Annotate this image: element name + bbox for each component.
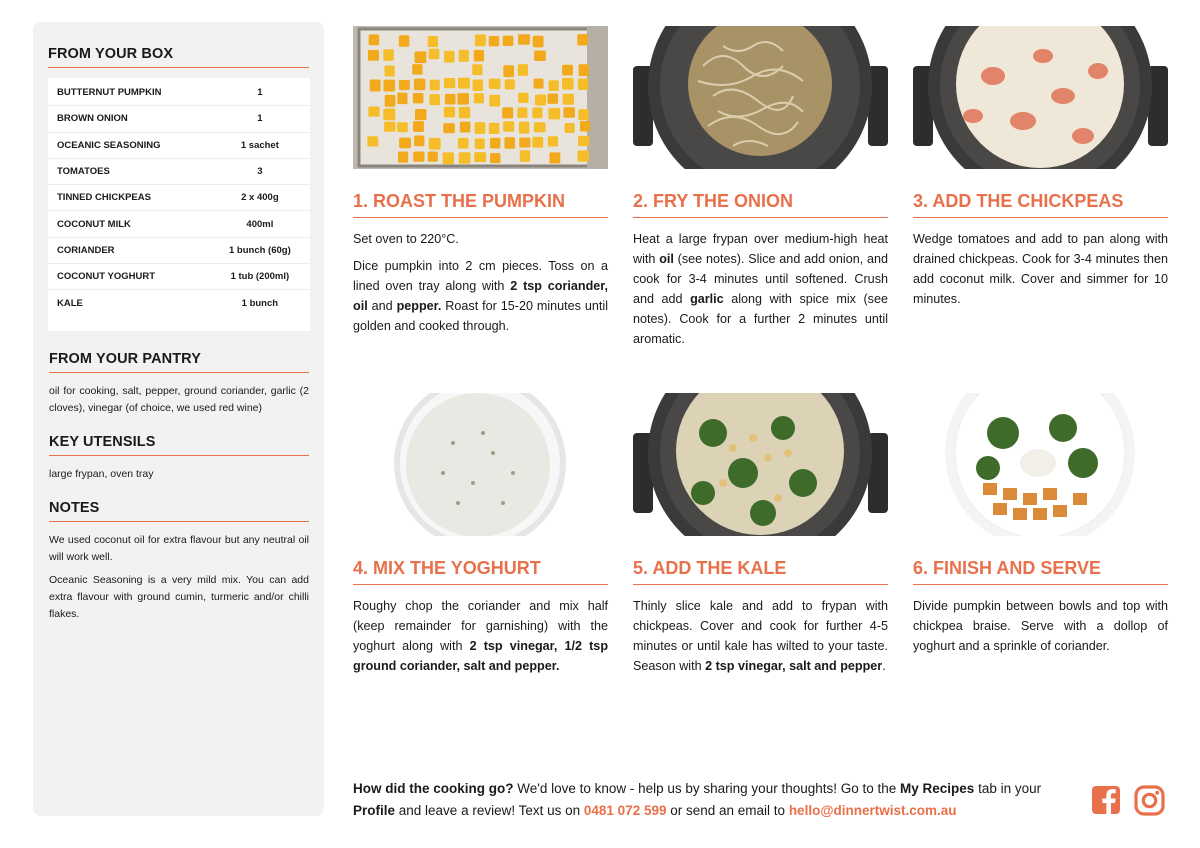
ingredient-row	[48, 159, 310, 185]
chickpea-coconut-photo	[913, 26, 1168, 169]
step-6-title: 6. FINISH AND SERVE	[913, 558, 1168, 585]
finished-dish-photo	[913, 393, 1168, 536]
instagram-icon[interactable]	[1134, 785, 1165, 821]
ingredient-row	[48, 264, 310, 290]
ingredient-name: CORIANDER	[57, 244, 115, 256]
ingredient-name: BUTTERNUT PUMPKIN	[57, 87, 162, 99]
email-link[interactable]: hello@dinnertwist.com.au	[788, 802, 957, 818]
step-3-title: 3. ADD THE CHICKPEAS	[913, 191, 1168, 218]
ingredient-name: TOMATOES	[57, 166, 110, 178]
ingredient-name: KALE	[57, 298, 83, 310]
step-6-text: Divide pumpkin between bowls and top with chickpea braise. Serve with a dollop of yoghurt and a sprinkle of coriander.	[913, 599, 1168, 653]
roasted-pumpkin-photo	[353, 26, 608, 169]
step-2-title: 2. FRY THE ONION	[633, 191, 888, 218]
pantry-heading: FROM YOUR PANTRY	[49, 351, 309, 373]
ingredient-quantity: 1 tub (200ml)	[230, 271, 290, 283]
ingredient-row	[48, 106, 310, 132]
frying-onion-photo	[633, 26, 888, 169]
ingredient-quantity: 1	[257, 87, 263, 99]
ingredient-quantity: 1 sachet	[240, 139, 279, 151]
ingredient-row	[48, 211, 310, 237]
notes-heading: NOTES	[49, 500, 309, 522]
ingredient-row	[48, 133, 310, 159]
ingredient-quantity: 400ml	[246, 218, 274, 230]
ingredient-row	[48, 80, 310, 106]
ingredient-name: COCONUT YOGHURT	[57, 271, 155, 283]
step-5-text: Thinly slice kale and add to frypan with chickpeas. Cover and cook for further 4-5 minutes or until kale has wilted to your taste. Season with 2 tsp vinegar, salt and pepper.	[633, 599, 888, 673]
step-6	[913, 393, 1168, 656]
utensils-heading: KEY UTENSILS	[49, 434, 309, 456]
facebook-icon[interactable]	[1091, 785, 1121, 820]
step-2-text: Heat a large frypan over medium-high heat with oil (see notes). Slice and add onion, and cook for 3-4 minutes until softened. Crush and add garlic along with spice mix (see notes). Cook for a further 2 minutes until aromatic.	[633, 232, 888, 346]
ingredient-name: BROWN ONION	[57, 113, 128, 125]
ingredient-row	[48, 290, 310, 316]
kale-pan-photo	[633, 393, 888, 536]
step-1-text: Set oven to 220°C. Dice pumpkin into 2 cm pieces. Toss on a lined oven tray along with 2 tsp coriander, oil and pepper. Roast for 15-20 minutes until golden and cooked through.	[353, 232, 609, 333]
ingredients-sidebar	[33, 22, 324, 816]
phone-link[interactable]: 0481 072 599	[583, 802, 667, 818]
step-3-text: Wedge tomatoes and add to pan along with drained chickpeas. Cook for 3-4 minutes then add coconut milk. Cover and simmer for 10 minutes.	[913, 232, 1168, 306]
ingredient-quantity: 3	[257, 166, 263, 178]
step-4-text: Roughy chop the coriander and mix half (keep remainder for garnishing) with the yoghurt along with 2 tsp vinegar, 1/2 tsp ground coriander, salt and pepper.	[353, 599, 609, 673]
ingredient-name: COCONUT MILK	[57, 218, 131, 230]
ingredient-name: OCEANIC SEASONING	[57, 139, 161, 151]
ingredient-quantity: 1	[257, 113, 263, 125]
yoghurt-bowl-photo	[353, 393, 608, 536]
ingredient-quantity: 1 bunch (60g)	[228, 244, 291, 256]
step-1	[353, 26, 608, 336]
ingredient-quantity: 1 bunch	[241, 298, 279, 310]
utensils-text: large frypan, oven tray	[49, 467, 154, 480]
pantry-text: oil for cooking, salt, pepper, ground coriander, garlic (2 cloves), vinegar (of choice, we used red wine)	[49, 384, 309, 414]
notes-paragraph-1: We used coconut oil for extra flavour but any neutral oil will work well.	[49, 533, 309, 563]
ingredient-quantity: 2 x 400g	[241, 192, 279, 204]
step-4-title: 4. MIX THE YOGHURT	[353, 558, 608, 585]
step-2	[633, 26, 888, 349]
ingredient-row	[48, 185, 310, 211]
ingredients-table	[48, 78, 310, 331]
step-3	[913, 26, 1168, 309]
review-prompt: How did the cooking go? We'd love to know - help us by sharing your thoughts! Go to the My Recipes tab in your Profile and leave a review! Text us on 0481 072 599 or send an email to hello@dinnertwist.com.au	[353, 781, 1042, 818]
step-5-title: 5. ADD THE KALE	[633, 558, 888, 585]
step-5	[633, 393, 888, 676]
step-1-title: 1. ROAST THE PUMPKIN	[353, 191, 608, 218]
from-your-box-heading: FROM YOUR BOX	[48, 46, 309, 68]
step-4	[353, 393, 608, 676]
notes-paragraph-2: Oceanic Seasoning is a very mild mix. You can add extra flavour with ground cumin, turmeric and/or chilli flakes.	[49, 573, 309, 620]
ingredient-name: TINNED CHICKPEAS	[57, 192, 151, 204]
ingredient-row	[48, 238, 310, 264]
